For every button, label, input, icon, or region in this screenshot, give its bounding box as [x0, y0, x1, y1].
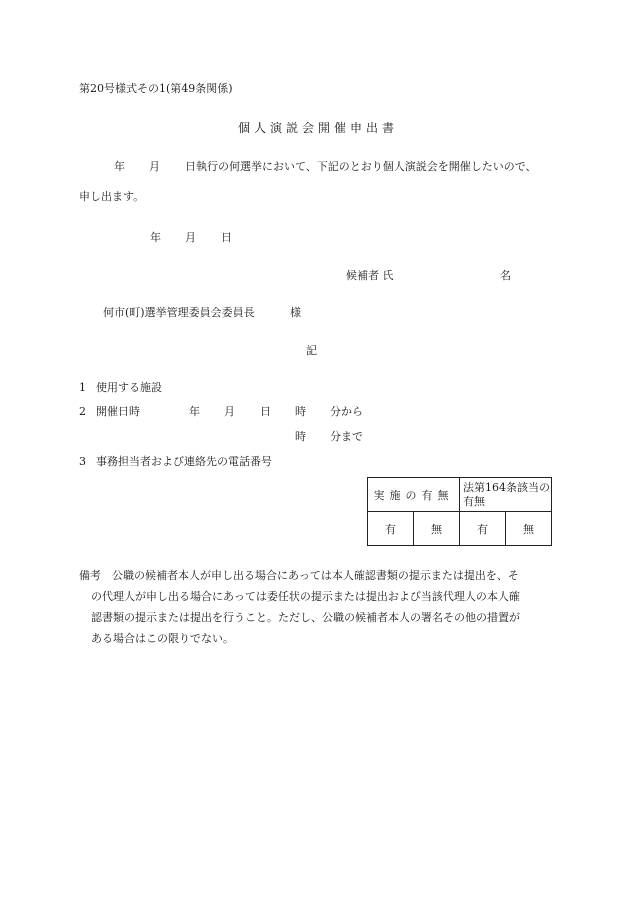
cell-article-no[interactable]: 無	[506, 512, 552, 546]
form-number: 第20号様式その1(第49条関係)	[79, 82, 233, 95]
cell-article-yes[interactable]: 有	[460, 512, 506, 546]
remarks	[79, 565, 555, 649]
item1-number: 1	[79, 381, 86, 394]
intro-line2: 申し出ます。	[79, 190, 145, 203]
item3-number: 3	[79, 455, 86, 468]
header-implementation: 実施の有無	[368, 478, 460, 512]
item2-label: 開催日時	[96, 405, 140, 418]
cell-implementation-no[interactable]: 無	[414, 512, 460, 546]
remarks-line: の代理人が申し出る場合にあっては委任状の提示または提出および当該代理人の本人確	[91, 590, 520, 603]
item3-label: 事務担当者および連絡先の電話番号	[96, 455, 272, 468]
header-article-164: 法第164条該当の有無	[460, 478, 552, 512]
intro-year: 年	[114, 160, 125, 173]
item2-hour-to: 時	[295, 430, 306, 443]
committee-chair: 何市(町)選挙管理委員会委員長	[103, 306, 255, 319]
item2-number: 2	[79, 405, 86, 418]
item2-year: 年	[189, 405, 200, 418]
item2-minute-to: 分まで	[330, 430, 363, 443]
document-title: 個人演説会開催申出書	[238, 121, 399, 135]
date-month: 月	[185, 231, 196, 244]
candidate-name-suffix: 名	[500, 269, 511, 282]
remarks-line: ある場合はこの限りでない。	[91, 632, 234, 645]
remarks-line: 認書類の提示または提出を行うこと。ただし、公職の候補者本人の署名その他の措置が	[91, 611, 520, 624]
honorific: 様	[290, 306, 301, 319]
item2-minute-from: 分から	[330, 405, 363, 418]
item2-hour-from: 時	[295, 405, 306, 418]
item2-day: 日	[260, 405, 271, 418]
item1-label: 使用する施設	[96, 381, 162, 394]
item2-month: 月	[224, 405, 235, 418]
date-day: 日	[221, 231, 232, 244]
cell-implementation-yes[interactable]: 有	[368, 512, 414, 546]
intro-text: 日執行の何選挙において、下記のとおり個人演説会を開催したいので、	[185, 160, 537, 173]
candidate-label: 候補者 氏	[346, 269, 394, 282]
implementation-table	[367, 477, 552, 546]
remarks-line: 備考 公職の候補者本人が申し出る場合にあっては本人確認書類の提示または提出を、そ	[79, 569, 519, 582]
intro-month: 月	[149, 160, 160, 173]
date-year: 年	[150, 231, 161, 244]
ki-heading: 記	[306, 344, 317, 357]
